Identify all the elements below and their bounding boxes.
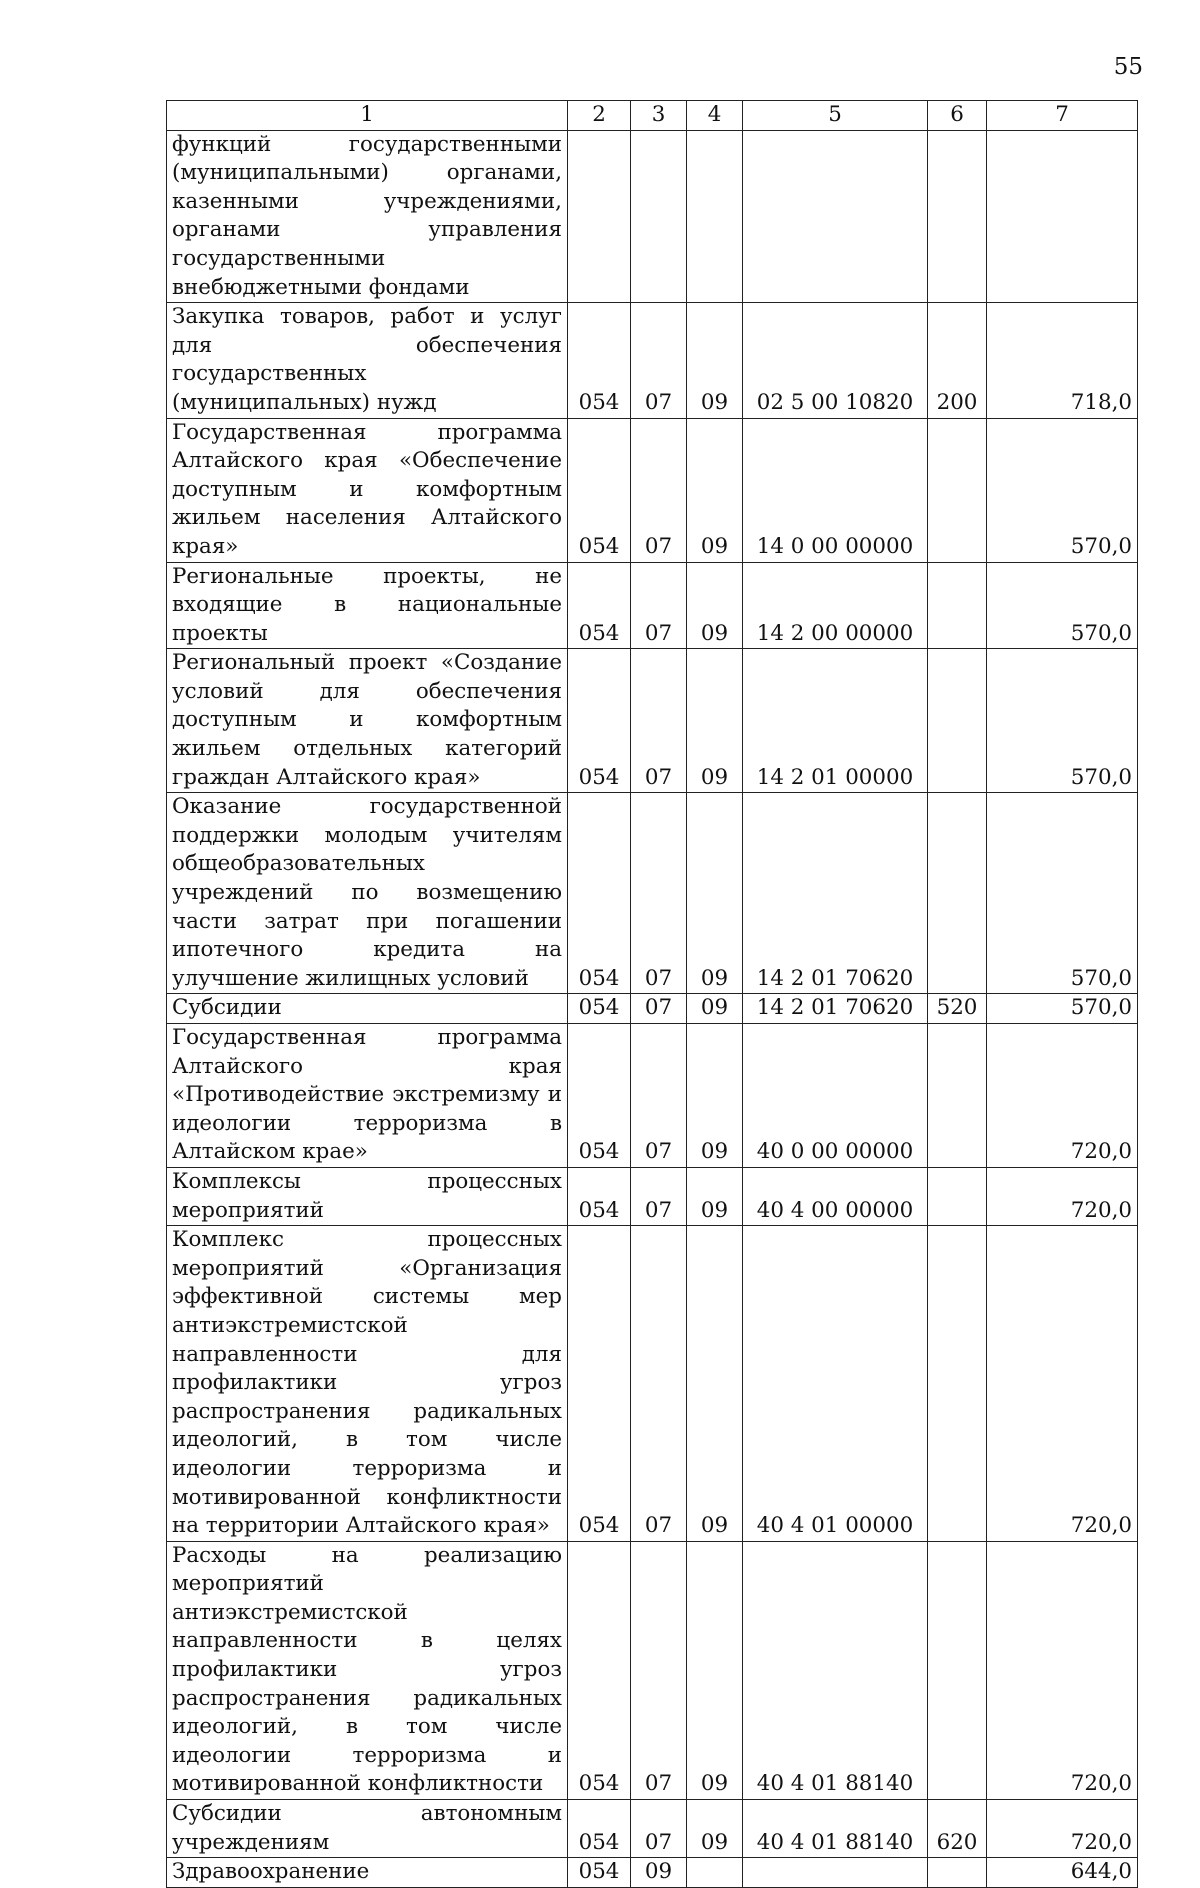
row-name-cell: Государственная программа Алтайского края «Противодействие экстремизму и идеологии терроризма в Алтайском крае» bbox=[167, 1024, 568, 1168]
subsection-cell bbox=[687, 1858, 743, 1888]
code-admin-cell: 054 bbox=[568, 418, 631, 562]
subsection-cell: 09 bbox=[687, 1226, 743, 1542]
target-article-cell: 14 2 01 70620 bbox=[743, 994, 928, 1024]
code-admin-cell bbox=[568, 130, 631, 303]
column-header: 3 bbox=[631, 101, 687, 131]
expense-type-cell bbox=[928, 1858, 987, 1888]
table-row bbox=[167, 303, 1138, 418]
subsection-cell: 09 bbox=[687, 994, 743, 1024]
code-admin-cell: 054 bbox=[568, 1541, 631, 1799]
subsection-cell: 09 bbox=[687, 303, 743, 418]
subsection-cell: 09 bbox=[687, 649, 743, 793]
target-article-cell: 14 2 01 70620 bbox=[743, 793, 928, 994]
subsection-cell: 09 bbox=[687, 1167, 743, 1225]
code-admin-cell: 054 bbox=[568, 793, 631, 994]
amount-cell: 718,0 bbox=[987, 303, 1138, 418]
row-name-cell: Здравоохранение bbox=[167, 1858, 568, 1888]
expense-type-cell: 200 bbox=[928, 303, 987, 418]
expense-type-cell bbox=[928, 1226, 987, 1542]
table-row bbox=[167, 793, 1138, 994]
subsection-cell: 09 bbox=[687, 562, 743, 649]
table-row bbox=[167, 1858, 1138, 1888]
amount-cell: 570,0 bbox=[987, 649, 1138, 793]
table-row bbox=[167, 1800, 1138, 1858]
target-article-cell: 14 2 00 00000 bbox=[743, 562, 928, 649]
section-cell: 07 bbox=[631, 1800, 687, 1858]
amount-cell: 720,0 bbox=[987, 1541, 1138, 1799]
expense-type-cell bbox=[928, 1541, 987, 1799]
expense-type-cell bbox=[928, 793, 987, 994]
target-article-cell bbox=[743, 1858, 928, 1888]
table-header-row bbox=[167, 101, 1138, 131]
section-cell: 09 bbox=[631, 1858, 687, 1888]
section-cell: 07 bbox=[631, 1541, 687, 1799]
code-admin-cell: 054 bbox=[568, 1024, 631, 1168]
row-name-cell: Региональный проект «Создание условий для обеспечения доступным и комфортным жильем отдельных категорий граждан Алтайского края» bbox=[167, 649, 568, 793]
column-header: 4 bbox=[687, 101, 743, 131]
code-admin-cell: 054 bbox=[568, 1226, 631, 1542]
target-article-cell: 40 4 01 88140 bbox=[743, 1541, 928, 1799]
target-article-cell: 02 5 00 10820 bbox=[743, 303, 928, 418]
amount-cell: 570,0 bbox=[987, 793, 1138, 994]
column-header: 6 bbox=[928, 101, 987, 131]
column-header: 5 bbox=[743, 101, 928, 131]
column-header: 1 bbox=[167, 101, 568, 131]
code-admin-cell: 054 bbox=[568, 994, 631, 1024]
table-row bbox=[167, 418, 1138, 562]
amount-cell: 720,0 bbox=[987, 1800, 1138, 1858]
code-admin-cell: 054 bbox=[568, 649, 631, 793]
table-row bbox=[167, 130, 1138, 303]
subsection-cell bbox=[687, 130, 743, 303]
section-cell: 07 bbox=[631, 793, 687, 994]
amount-cell: 570,0 bbox=[987, 418, 1138, 562]
target-article-cell: 14 2 01 00000 bbox=[743, 649, 928, 793]
row-name-cell: Комплексы процессных мероприятий bbox=[167, 1167, 568, 1225]
amount-cell: 720,0 bbox=[987, 1024, 1138, 1168]
table-row bbox=[167, 1167, 1138, 1225]
subsection-cell: 09 bbox=[687, 1541, 743, 1799]
section-cell: 07 bbox=[631, 649, 687, 793]
subsection-cell: 09 bbox=[687, 793, 743, 994]
row-name-cell: Расходы на реализацию мероприятий антиэкстремистской направленности в целях профилактики угроз распространения радикальных идеологий, в том числе идеологии терроризма и мотивированной конфликтности bbox=[167, 1541, 568, 1799]
subsection-cell: 09 bbox=[687, 418, 743, 562]
target-article-cell bbox=[743, 130, 928, 303]
row-name-cell: Субсидии автономным учреждениям bbox=[167, 1800, 568, 1858]
section-cell: 07 bbox=[631, 1226, 687, 1542]
row-name-cell: функций государственными (муниципальными) органами, казенными учреждениями, органами управления государственными внебюджетными фондами bbox=[167, 130, 568, 303]
table-row bbox=[167, 1541, 1138, 1799]
code-admin-cell: 054 bbox=[568, 562, 631, 649]
subsection-cell: 09 bbox=[687, 1800, 743, 1858]
row-name-cell: Субсидии bbox=[167, 994, 568, 1024]
column-header: 7 bbox=[987, 101, 1138, 131]
target-article-cell: 14 0 00 00000 bbox=[743, 418, 928, 562]
expense-type-cell: 620 bbox=[928, 1800, 987, 1858]
code-admin-cell: 054 bbox=[568, 1800, 631, 1858]
code-admin-cell: 054 bbox=[568, 1858, 631, 1888]
subsection-cell: 09 bbox=[687, 1024, 743, 1168]
target-article-cell: 40 4 01 88140 bbox=[743, 1800, 928, 1858]
expense-type-cell bbox=[928, 1024, 987, 1168]
section-cell: 07 bbox=[631, 1167, 687, 1225]
amount-cell: 720,0 bbox=[987, 1226, 1138, 1542]
table-row bbox=[167, 1226, 1138, 1542]
section-cell: 07 bbox=[631, 562, 687, 649]
target-article-cell: 40 4 01 00000 bbox=[743, 1226, 928, 1542]
target-article-cell: 40 0 00 00000 bbox=[743, 1024, 928, 1168]
row-name-cell: Комплекс процессных мероприятий «Организация эффективной системы мер антиэкстремистской направленности для профилактики угроз распространения радикальных идеологий, в том числе идеологии терроризма и мотивированной конфликтности на территории Алтайского края» bbox=[167, 1226, 568, 1542]
table-body bbox=[167, 130, 1138, 1887]
table-row bbox=[167, 562, 1138, 649]
expense-type-cell bbox=[928, 1167, 987, 1225]
budget-table bbox=[166, 100, 1138, 1888]
column-header: 2 bbox=[568, 101, 631, 131]
amount-cell: 570,0 bbox=[987, 994, 1138, 1024]
section-cell bbox=[631, 130, 687, 303]
amount-cell: 644,0 bbox=[987, 1858, 1138, 1888]
row-name-cell: Закупка товаров, работ и услуг для обеспечения государственных (муниципальных) нужд bbox=[167, 303, 568, 418]
expense-type-cell: 520 bbox=[928, 994, 987, 1024]
row-name-cell: Оказание государственной поддержки молодым учителям общеобразовательных учреждений по возмещению части затрат при погашении ипотечного кредита на улучшение жилищных условий bbox=[167, 793, 568, 994]
section-cell: 07 bbox=[631, 994, 687, 1024]
code-admin-cell: 054 bbox=[568, 1167, 631, 1225]
section-cell: 07 bbox=[631, 1024, 687, 1168]
table-row bbox=[167, 1024, 1138, 1168]
table-row bbox=[167, 994, 1138, 1024]
expense-type-cell bbox=[928, 130, 987, 303]
row-name-cell: Региональные проекты, не входящие в национальные проекты bbox=[167, 562, 568, 649]
amount-cell: 570,0 bbox=[987, 562, 1138, 649]
table-row bbox=[167, 649, 1138, 793]
amount-cell bbox=[987, 130, 1138, 303]
row-name-cell: Государственная программа Алтайского края «Обеспечение доступным и комфортным жильем населения Алтайского края» bbox=[167, 418, 568, 562]
expense-type-cell bbox=[928, 418, 987, 562]
target-article-cell: 40 4 00 00000 bbox=[743, 1167, 928, 1225]
expense-type-cell bbox=[928, 649, 987, 793]
page-number: 55 bbox=[1113, 54, 1143, 80]
amount-cell: 720,0 bbox=[987, 1167, 1138, 1225]
code-admin-cell: 054 bbox=[568, 303, 631, 418]
section-cell: 07 bbox=[631, 418, 687, 562]
expense-type-cell bbox=[928, 562, 987, 649]
section-cell: 07 bbox=[631, 303, 687, 418]
